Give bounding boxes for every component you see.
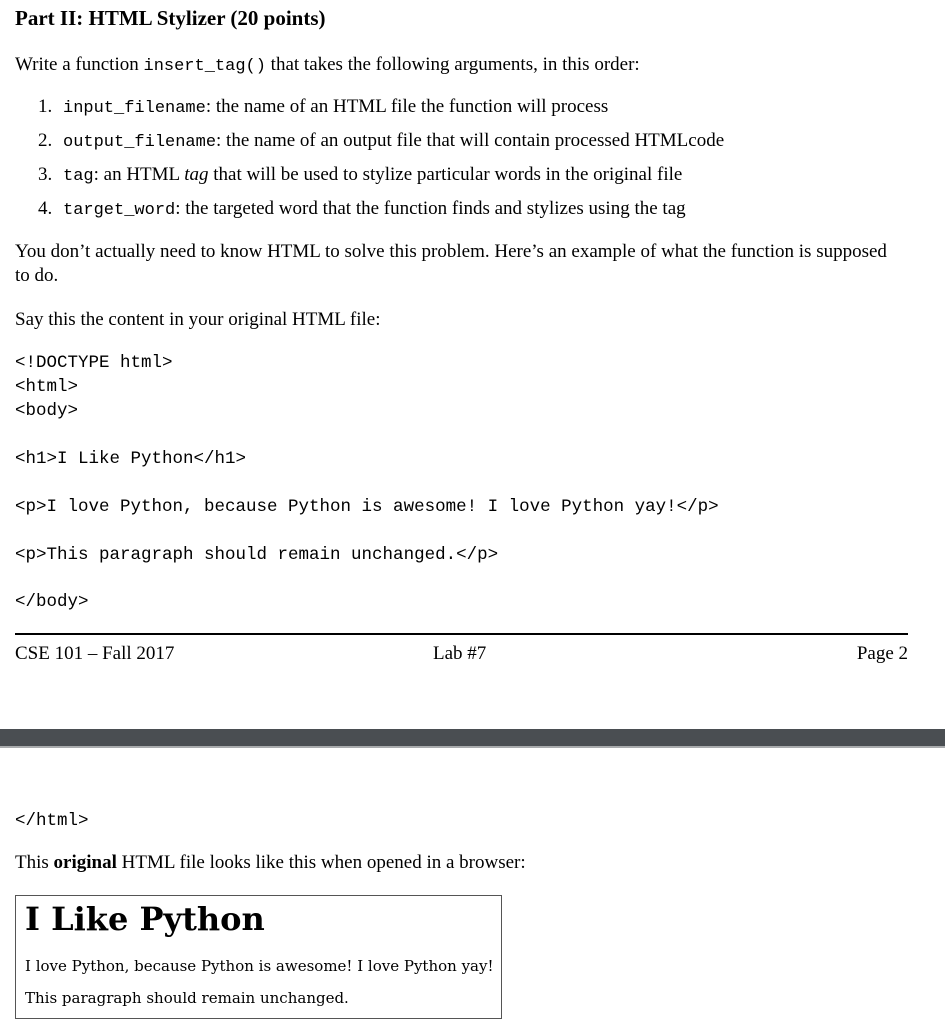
say-line: Say this the content in your original HTML file:	[15, 309, 381, 330]
argument-emphasis: tag	[184, 164, 209, 185]
intro-text-after: that takes the following arguments, in this order:	[265, 54, 640, 75]
section-heading: Part II: HTML Stylizer (20 points)	[15, 6, 326, 30]
argument-code: output_filename	[63, 133, 217, 152]
intro-paragraph	[15, 53, 640, 79]
preview-heading: I Like Python	[25, 900, 265, 938]
footer-rule	[15, 633, 908, 635]
browser-intro-bold: original	[53, 852, 117, 873]
footer-course: CSE 101 – Fall 2017	[15, 643, 175, 664]
browser-intro-after: HTML file looks like this when opened in a browser:	[116, 852, 526, 873]
preview-paragraph-1: I love Python, because Python is awesome! I love Python yay!	[25, 957, 494, 975]
argument-item-1	[38, 95, 608, 121]
function-name-code: insert_tag()	[143, 57, 266, 76]
preview-paragraph-2: This paragraph should remain unchanged.	[25, 989, 349, 1007]
argument-number: 4.	[38, 198, 53, 219]
footer-lab: Lab #7	[433, 643, 487, 664]
argument-code: input_filename	[63, 99, 206, 118]
argument-description: : the name of an HTML file the function will process	[205, 96, 609, 117]
argument-item-2	[38, 129, 724, 155]
explain-line-1: You don’t actually need to know HTML to solve this problem. Here’s an example of what the function is supposed	[15, 241, 887, 262]
intro-text-before: Write a function	[15, 54, 144, 75]
page-break-shadow	[0, 746, 945, 748]
explain-line-2: to do.	[15, 265, 59, 286]
code-body-close: </body>	[15, 592, 89, 612]
argument-code: tag	[63, 167, 94, 186]
argument-item-3	[38, 163, 682, 189]
browser-intro	[15, 851, 526, 875]
argument-number: 2.	[38, 130, 53, 151]
argument-item-4	[38, 197, 686, 223]
code-html-close: </html>	[15, 811, 89, 831]
code-doctype: <!DOCTYPE html>	[15, 353, 173, 373]
argument-code: target_word	[63, 201, 176, 220]
footer-page-number: Page 2	[856, 643, 908, 664]
argument-description-rest: that will be used to stylize particular words in the original file	[208, 164, 683, 185]
browser-preview-box	[15, 895, 502, 1019]
argument-description: : an HTML	[93, 164, 185, 185]
code-p2: <p>This paragraph should remain unchanged.</p>	[15, 545, 499, 565]
browser-intro-before: This	[15, 852, 54, 873]
code-p1: <p>I love Python, because Python is awesome! I love Python yay!</p>	[15, 497, 719, 517]
argument-number: 3.	[38, 164, 53, 185]
argument-description: : the name of an output file that will contain processed HTMLcode	[216, 130, 725, 151]
code-h1: <h1>I Like Python</h1>	[15, 449, 247, 469]
page-break-bar	[0, 729, 945, 746]
code-body-open: <body>	[15, 401, 79, 421]
argument-number: 1.	[38, 96, 53, 117]
code-html-open: <html>	[15, 377, 79, 397]
argument-description: : the targeted word that the function finds and stylizes using the tag	[175, 198, 686, 219]
